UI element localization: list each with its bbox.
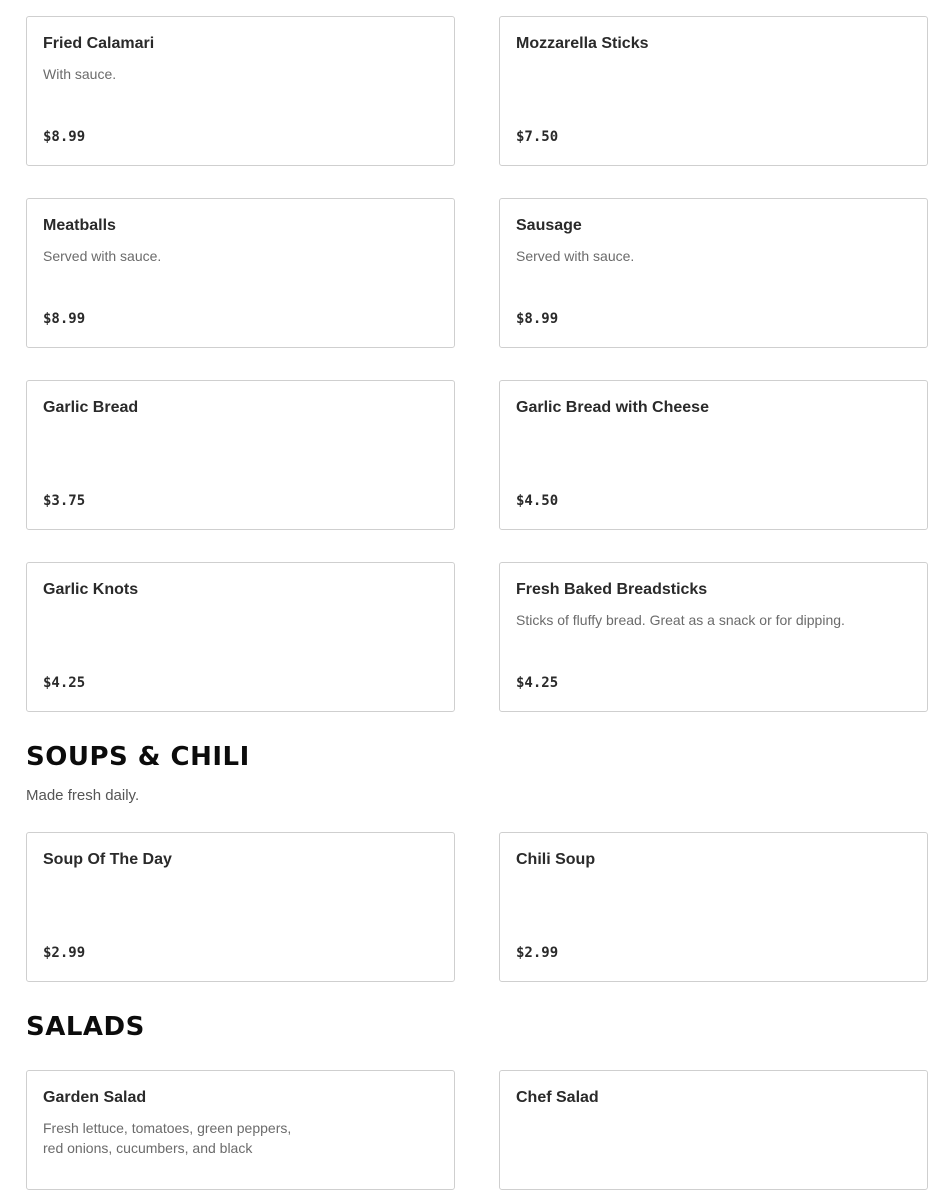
item-description: Fresh lettuce, tomatoes, green peppers, red onions, cucumbers, and black bbox=[43, 1120, 292, 1156]
item-price: $4.25 bbox=[43, 675, 86, 691]
menu-item-card[interactable] bbox=[26, 562, 455, 712]
menu-item-card[interactable] bbox=[499, 1070, 928, 1190]
item-name: Chef Salad bbox=[516, 1089, 599, 1106]
item-price: $8.99 bbox=[43, 311, 86, 327]
menu-item-card[interactable] bbox=[26, 198, 455, 348]
item-price: $2.99 bbox=[516, 945, 559, 961]
item-description: With sauce. bbox=[43, 66, 117, 82]
section-title-salads: SALADS bbox=[26, 1012, 145, 1042]
item-description: Sticks of fluffy bread. Great as a snack or for dipping. bbox=[516, 612, 845, 628]
item-name: Chili Soup bbox=[516, 851, 596, 868]
item-price: $3.75 bbox=[43, 493, 86, 509]
item-price: $8.99 bbox=[43, 129, 86, 145]
item-description: Served with sauce. bbox=[516, 248, 635, 264]
item-name: Garlic Bread with Cheese bbox=[516, 399, 709, 416]
item-name: Garlic Bread bbox=[43, 399, 139, 416]
item-name: Sausage bbox=[516, 217, 582, 234]
section-title-soups: SOUPS & CHILI bbox=[26, 742, 250, 772]
item-name: Mozzarella Sticks bbox=[516, 35, 649, 52]
item-name: Garden Salad bbox=[43, 1089, 147, 1106]
item-price: $4.25 bbox=[516, 675, 559, 691]
menu-item-card[interactable] bbox=[499, 562, 928, 712]
item-price: $8.99 bbox=[516, 311, 559, 327]
menu-item-card[interactable] bbox=[26, 16, 455, 166]
menu-item-card[interactable] bbox=[499, 380, 928, 530]
item-name: Fresh Baked Breadsticks bbox=[516, 581, 708, 598]
item-price: $4.50 bbox=[516, 493, 559, 509]
menu-item-card[interactable] bbox=[499, 832, 928, 982]
item-name: Soup Of The Day bbox=[43, 851, 172, 868]
menu-item-card[interactable] bbox=[26, 1070, 455, 1190]
menu-item-card[interactable] bbox=[26, 380, 455, 530]
item-description: Served with sauce. bbox=[43, 248, 162, 264]
item-name: Meatballs bbox=[43, 217, 116, 234]
menu-item-card[interactable] bbox=[499, 16, 928, 166]
item-price: $2.99 bbox=[43, 945, 86, 961]
section-subtitle-soups: Made fresh daily. bbox=[26, 787, 140, 804]
item-price: $7.50 bbox=[516, 129, 559, 145]
item-name: Fried Calamari bbox=[43, 35, 155, 52]
item-name: Garlic Knots bbox=[43, 581, 139, 598]
menu-item-card[interactable] bbox=[499, 198, 928, 348]
menu-item-card[interactable] bbox=[26, 832, 455, 982]
